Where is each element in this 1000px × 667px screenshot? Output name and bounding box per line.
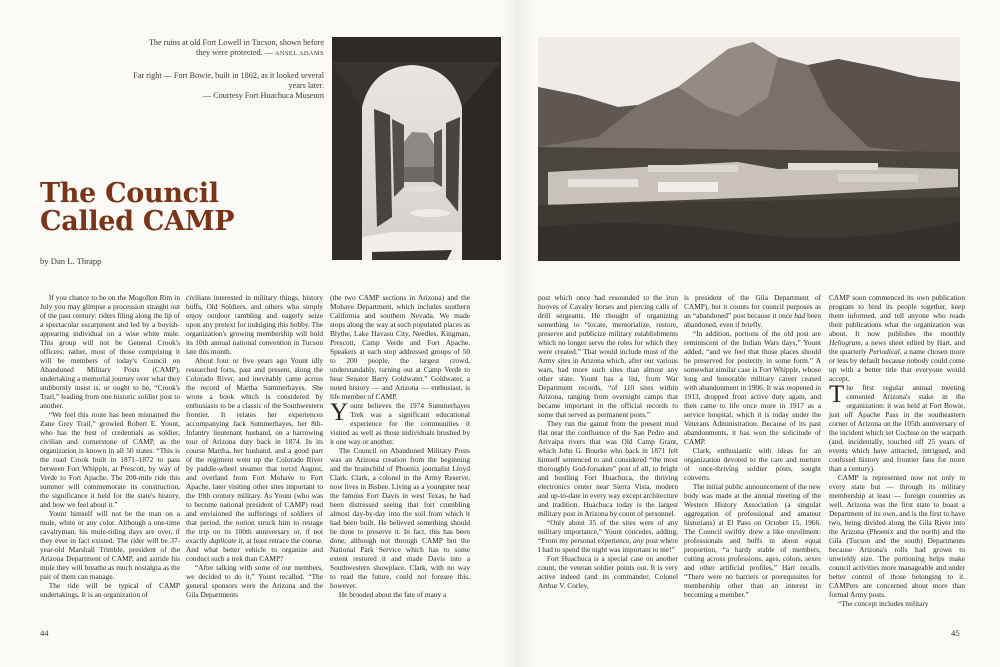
paragraph: (the two CAMP sections in Arizona) and the Mohave Department, which includes southern California and southern Nevada. We made stops along the way at such populated places as Blythe, Lake Havasu City, Needles, Kingman, Prescott, Camp Verde and Fort Apache. Speakers at each stop addressed groups of 50 to 200 people, the largest crowd, understandably, turning out at Camp Verde to hear Senator Barry Goldwater.” Goldwater, a noted history — and Arizona — enthusiast, is life member of CAMP. <box>330 293 470 401</box>
emphasis-had: had <box>794 311 806 320</box>
text-column-5 <box>684 293 821 599</box>
article-title <box>40 180 234 236</box>
fort-bowie-image <box>538 37 960 261</box>
text-run: , a news sheet edited by Hart, and the quarterly <box>829 338 965 356</box>
page-number-left: 44 <box>40 628 49 638</box>
photo-caption-ruins <box>144 38 324 59</box>
title-line-2: Called CAMP <box>40 206 235 237</box>
paragraph: He brooded about the fate of many a <box>338 590 447 599</box>
drop-cap: Y <box>330 399 349 426</box>
emphasis-heliogram: Heliogram <box>829 338 861 347</box>
text-run: ount believes the 1974 Summerhayes Trek was a significant educational experience for the communities it visited as well as those individuals brushed by it one way or another. <box>330 401 470 446</box>
paragraph: “After talking with some of our members, we decided to do it,” Yount recalled. “The general sponsors were the Arizona and the Gila Departments <box>186 563 323 599</box>
text-run: is president of the Gila Department of CAMP), but it counts for council purposes as an “abandoned” post because it once <box>684 293 821 320</box>
text-column-2 <box>186 293 323 599</box>
paragraph: They run the gamut from the present mud flat near the confluence of the San Pedro and Arivaipa rivers that was Old Camp Grant, which John G. Bourke who back in 1871 felt himself sentenced to and considered “the most thoroughly God-forsaken” post of all, to bright and bustling Fort Huachuca, the thriving electronics center near Sierra Vista, modern and up-to-date in every way except architecture and tradition. Huachuca today is the largest military post in Arizona by count of personnel. <box>538 419 678 518</box>
paragraph: Fort Huachuca is a special case on another count, the veteran soldier points out. It is very active indeed (and its commander, Colonel Arthur V. Corley, <box>538 554 678 590</box>
text-column-4 <box>538 293 678 590</box>
paragraph: civilians interested in military things, history buffs, Old Soldiers, and others who simply enjoy outdoor rambling and eagerly seize upon any pretext for indulging this hobby. The organization's growing membership will hold its 10th annual national convention in Tucson late this month. <box>186 293 323 356</box>
paragraph-with-dropcap <box>330 401 470 446</box>
photo-credit: — Courtesy Fort Huachuca Museum <box>203 91 324 101</box>
caption-text: Far right — Fort Bowie, built in 1862, as it looked several years later. <box>133 71 324 91</box>
paragraph: “In addition, portions of the old post are reminiscent of the Indian Wars days,” Yount added, “and we feel that those places should be preserved for posterity in some form.” A somewhat similar case is Fort Whipple, whose long and honorable military career ceased with abandonment in 1906. It was reopened in 1913, dropped from active duty again, and then came to life once more in 1917 as a service hospital, which it is today under the Veterans Administration. Because of its past abandonments, it has won the solicitude of CAMP. <box>684 329 821 446</box>
text-column-3 <box>330 293 470 599</box>
text-column-6 <box>829 293 965 608</box>
text-run: About four or five years ago Yount idly researched forts, past and present, along the Colorado River, and inevitably came across the record of Martha Summerhayes. She wrote a book which is considered by enthusiasts to be a classic of the Southwestern frontier. It relates her experiences accompanying Jack Summerhayes, her 8th-Infantry lieutenant husband, on a harrowing tour of Arizona duty back in 1874. In its course Martha, her husband, and a good part of the regiment went up the Colorado River by paddle-wheel steamer that torrid August, and overland from Fort Mohave to Fort Apache, later visiting other sites important to the 19th century military. As Yount (who was to become national president of CAMP) read and envisioned the sufferings of soldiers of that period, the notion struck him to restage the trip on its 100th anniversary or, if not exactly <box>186 356 323 545</box>
byline: by Dan L. Thrapp <box>40 256 102 266</box>
paragraph: Yount himself will not be the man on a mule, white or any color. Although a one-time cavalryman, his mule-riding days are over, if they ever in fact existed. The rider will be 37-year-old Marshall Trimble, president of the Arizona Department of CAMP, and astride his mule they will breathe as much nostalgia as the pair of them can manage. <box>40 509 180 581</box>
paragraph-with-dropcap <box>829 383 965 473</box>
photo-credit: ANSEL ADAMS <box>274 50 324 58</box>
emphasis-duplicate: duplicate <box>209 536 237 545</box>
text-run: CAMP soon commenced its own publication program to bind its people together, keep them informed, and tell anyone who reads their publications what the organization was about. It now publishes the monthly <box>829 293 965 338</box>
text-column-1 <box>40 293 180 599</box>
ruins-archway-image <box>332 37 501 260</box>
caption-text: The ruins at old Fort Lowell in Tucson, shown before they were protected. — <box>148 38 324 58</box>
photo-caption-bowie <box>124 71 324 102</box>
drop-cap: T <box>829 381 845 408</box>
emphasis-periodical: Periodical <box>868 347 900 356</box>
page-number-right: 45 <box>951 628 960 638</box>
paragraph <box>829 293 965 383</box>
ruins-archway-photo <box>332 37 501 260</box>
paragraph: “We feel this route has been misnamed the Zane Grey Trail,” growled Robert E. Yount, who has the best of credentials as soldier, civilian and cornerstone of CAMP, as the organization is known in all 50 states. “This is the road Crook built in 1871–1872 to pass between Fort Whipple, at Prescott, by way of Verde to Fort Apache. The 200-mile ride this summer will commemorate its construction, the significance it held for the state's history, and how we feel about it.” <box>40 410 180 509</box>
paragraph: post which once had resounded to the iron hooves of Cavalry horses and piercing calls of drill sergeants. He thought of organizing something to “locate, memorialize, restore, preserve and publicize military establishments which no longer serve the roles for which they were created.” That would include most of the Army sites in Arizona which, after our various wars, had more such sites than almost any other state. Yount has a list, from War Department records, “of 110 sites within Arizona, ranging from overnight camps that became important in the official records to some that served as permanent posts.” <box>538 293 678 419</box>
emphasis-any: any <box>633 536 644 545</box>
paragraph: Clark, enthusiastic with ideas for an organization devoted to the care and nurture of once-thriving soldier posts, sought converts. <box>684 446 821 482</box>
paragraph <box>684 293 821 329</box>
text-run: it, at least retrace the course. And what better vehicle to organize and conduct such a trek than CAMP? <box>186 536 323 563</box>
text-run: been abandoned, even if briefly. <box>684 311 822 329</box>
text-run: he first regular annual meeting cemented Arizona's stake in the organization: it was held at Fort Bowie, just off Apache Pass in the southeastern corner of Arizona on the 105th anniversary of the incident which set Cochise on the warpath (and, incidentally, touched off 25 years of events which have attracted, intrigued, and confused history and frontier fans for more than a century). <box>829 383 965 473</box>
paragraph: The Council on Abandoned Military Posts was an Arizona creation from the beginning and the brainchild of Phoenix journalist Lloyd Clark. Clark, a colonel in the Army Reserve, now lives in Bisbee. Living as a youngster near the famous Fort Davis in west Texas, he had been distressed seeing that fort crumbling almost day-by-day into the soil from which it had been built. He believed something should be done to preserve it. In fact, this has been done, although not through CAMP but the National Park Service which has to some extent restored it and made Davis into a Southwestern showplace. Clark, with no way to read the future, could not foresee this, however. <box>330 446 470 590</box>
text-run: , a name chosen more or less by default because nobody could come up with a better title that everyone would accept. <box>829 347 965 383</box>
fort-bowie-landscape-photo <box>538 37 960 261</box>
paragraph <box>538 518 678 554</box>
title-line-1: The Council <box>40 178 219 209</box>
text-run: post where I had to spend the night was important to me!” <box>538 536 678 554</box>
paragraph: The initial public announcement of the new body was made at the annual meeting of the Western History Association (a singular aggregation of professional and amateur historians) at El Paso on October 15, 1966. The Council swiftly drew a like enrollment: professionals and buffs in about equal proportion, “a hardy stable of members, cutting across professions, ages, colors, sexes and other artificial profiles,” Hart recalls. “There were no barriers or prerequisites for membership other than an interest in becoming a member.” <box>684 482 821 599</box>
text-run: “Only about 35 of the sites were of any military importance,” Yount concedes, adding, “From my personal experience, <box>538 518 678 545</box>
paragraph: The ride will be typical of CAMP undertakings. It is an organization of <box>40 581 180 599</box>
paragraph: CAMP is represented now not only in every state but — through its military membership at least — foreign countries as well. Arizona was the first state to boast a Department of its own, and is the first to have two, being divided along the Gila River into the Arizona (Phoenix and the north) and the Gila (Tucson and the south) Departments because Arizona's rolls had grown to unwieldy size. The portioning helps make council activities more manageable and under better control of those belonging to it. CAMPers are concerned about more than formal Army posts. <box>829 473 965 599</box>
page-gutter <box>499 0 535 667</box>
paragraph: “The concept includes military <box>837 599 929 608</box>
paragraph: If you chance to be on the Mogollon Rim in July you may glimpse a procession straight out of the past century: riders filing along the lip of a spectacular escarpment and led by a boyish-appearing individual on a wise white mule. This group will not be General Crook's officers; rather, most of those comprising it will be members of today's Council on Abandoned Military Posts (CAMP), undertaking a memorial journey over what they stubbornly insist is, or ought to be, “Crook's Trail,” leading from one historic soldier post to another. <box>40 293 180 410</box>
paragraph <box>186 356 323 563</box>
